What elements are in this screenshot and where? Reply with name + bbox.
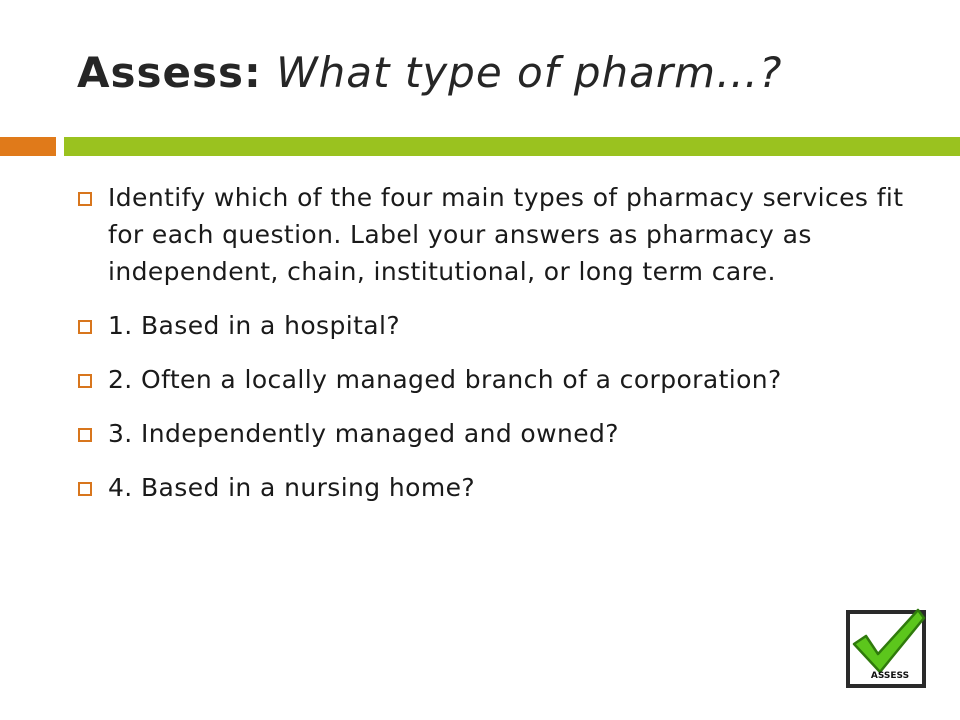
list-item-text: Identify which of the four main types of pharmacy services fit for each question. Label your answers as pharmacy as independent, chain, institutional, or long term care.: [108, 183, 904, 286]
hollow-square-icon: [78, 192, 92, 206]
title-italic-part: What type of pharm…?: [276, 48, 783, 97]
title-bold-part: Assess:: [77, 48, 262, 97]
header-accent-bar-green: [64, 137, 960, 156]
hollow-square-icon: [78, 428, 92, 442]
hollow-square-icon: [78, 374, 92, 388]
list-item-text: 2. Often a locally managed branch of a corporation?: [108, 365, 782, 394]
badge-label: ASSESS: [870, 671, 910, 681]
hollow-square-icon: [78, 320, 92, 334]
list-item-text: 3. Independently managed and owned?: [108, 419, 619, 448]
list-item: [78, 415, 908, 452]
list-item: [78, 469, 908, 506]
slide-title: [77, 48, 782, 97]
list-item: [78, 179, 908, 290]
assess-checkmark-icon: [844, 606, 928, 690]
hollow-square-icon: [78, 482, 92, 496]
list-item: [78, 361, 908, 398]
header-accent-bar-orange: [0, 137, 56, 156]
list-item-text: 4. Based in a nursing home?: [108, 473, 476, 502]
list-item: [78, 307, 908, 344]
list-item-text: 1. Based in a hospital?: [108, 311, 401, 340]
bullet-list: [78, 179, 908, 523]
